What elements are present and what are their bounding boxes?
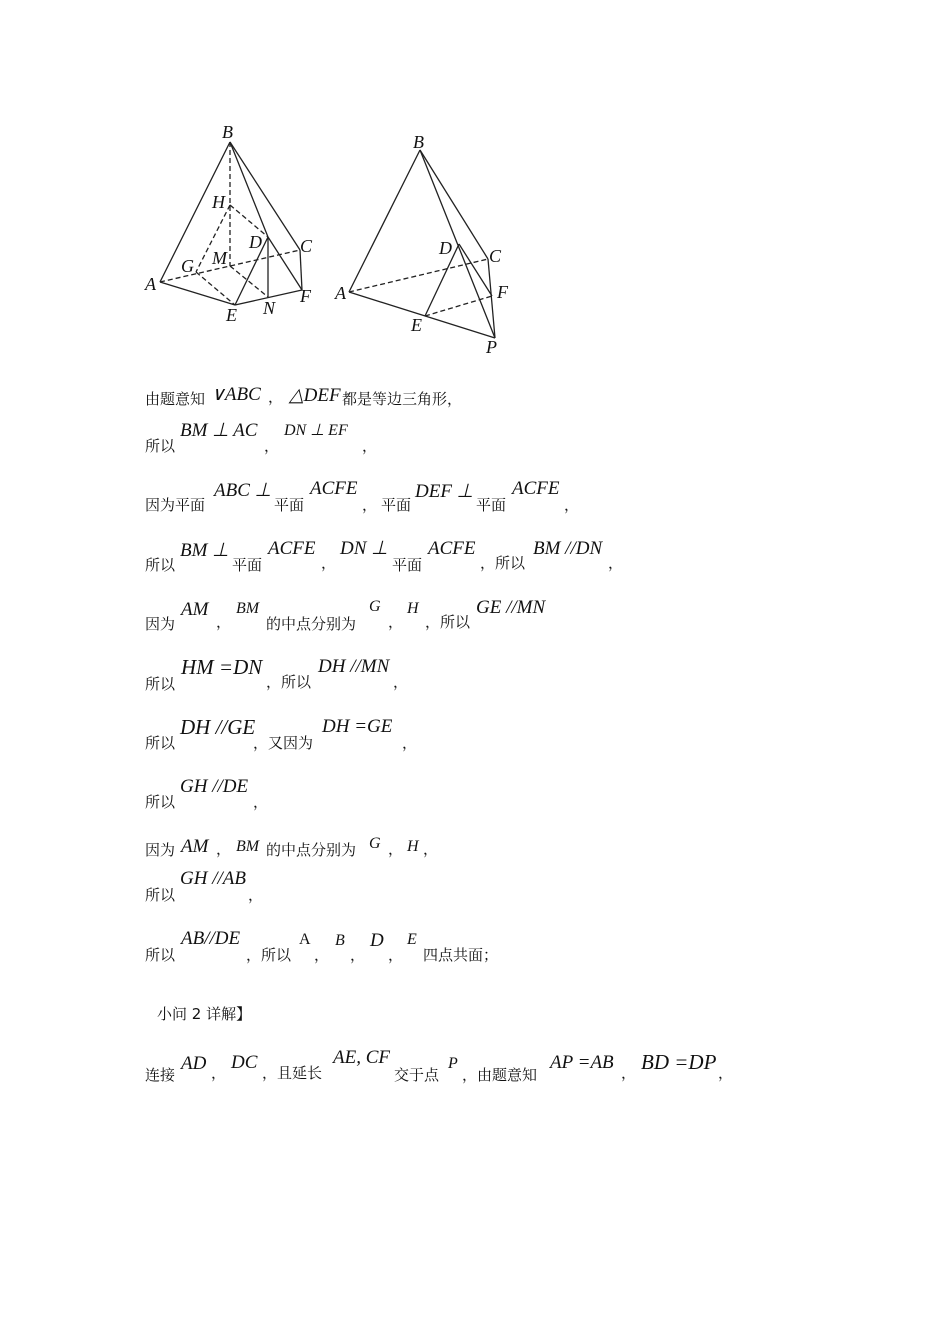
label-A: A <box>335 283 346 303</box>
label-B: B <box>222 122 233 142</box>
label-P: P <box>486 337 497 357</box>
figure-pyramid-left <box>140 118 330 323</box>
label-N: N <box>263 298 276 318</box>
label-E: E <box>226 305 237 323</box>
label-D: D <box>249 232 262 252</box>
label-F: F <box>300 286 311 306</box>
figure-pyramid-right <box>333 128 518 358</box>
label-M: M <box>212 248 227 268</box>
label-C: C <box>300 236 313 256</box>
label-D: D <box>439 238 452 258</box>
label-C: C <box>489 246 502 266</box>
label-H: H <box>212 192 225 212</box>
label-G: G <box>181 256 194 276</box>
label-F: F <box>497 282 508 302</box>
label-B: B <box>413 132 424 152</box>
label-A: A <box>145 274 156 294</box>
label-E: E <box>411 315 422 335</box>
